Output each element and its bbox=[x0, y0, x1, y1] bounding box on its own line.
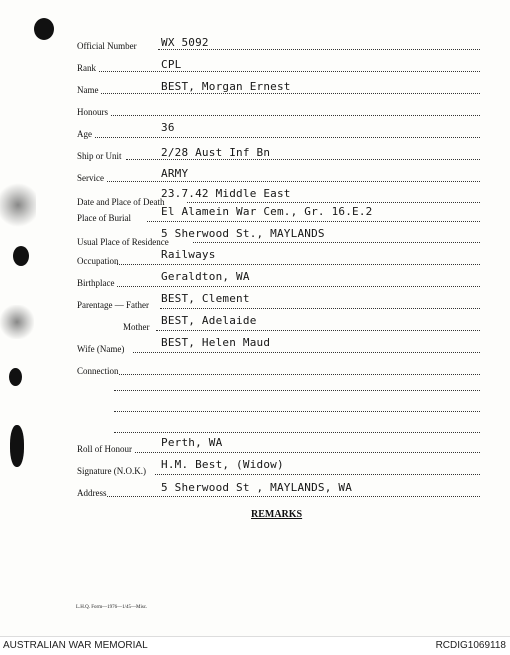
field-roll-of-honour bbox=[77, 433, 480, 455]
field-label: Service bbox=[77, 173, 104, 183]
field-value: El Alamein War Cem., Gr. 16.E.2 bbox=[161, 205, 373, 218]
field-official-number bbox=[77, 30, 480, 52]
field-value: BEST, Helen Maud bbox=[161, 336, 271, 349]
field-value: Geraldton, WA bbox=[161, 270, 250, 283]
field-connection bbox=[77, 355, 480, 377]
field-value: BEST, Morgan Ernest bbox=[161, 80, 291, 93]
ink-smudge bbox=[0, 182, 36, 228]
field-value: Railways bbox=[161, 248, 216, 261]
field-value: ARMY bbox=[161, 167, 189, 180]
field-label: Ship or Unit bbox=[77, 151, 122, 161]
field-usual-residence bbox=[77, 223, 480, 245]
blank-line bbox=[114, 410, 480, 412]
field-service bbox=[77, 162, 480, 184]
punch-hole bbox=[13, 246, 29, 266]
blank-line bbox=[114, 389, 480, 391]
field-value: 5 Sherwood St , MAYLANDS, WA bbox=[161, 481, 353, 494]
field-mother bbox=[77, 311, 480, 333]
field-address bbox=[77, 477, 480, 499]
field-label: Mother bbox=[123, 322, 150, 332]
field-label: Address bbox=[77, 488, 107, 498]
field-label: Signature (N.O.K.) bbox=[77, 466, 146, 476]
field-father bbox=[77, 289, 480, 311]
field-label: Birthplace bbox=[77, 278, 115, 288]
field-value: 36 bbox=[161, 121, 175, 134]
field-value: BEST, Adelaide bbox=[161, 314, 257, 327]
field-label: Place of Burial bbox=[77, 213, 131, 223]
remarks-heading: REMARKS bbox=[251, 509, 303, 520]
field-value: 5 Sherwood St., MAYLANDS bbox=[161, 227, 325, 240]
field-honours bbox=[77, 96, 480, 118]
punch-hole bbox=[10, 425, 24, 467]
field-label: Connection bbox=[77, 366, 119, 376]
field-value: H.M. Best, (Widow) bbox=[161, 458, 284, 471]
field-wife bbox=[77, 333, 480, 355]
punch-hole bbox=[34, 18, 54, 40]
field-label: Roll of Honour bbox=[77, 444, 132, 454]
field-label: Occupation bbox=[77, 256, 119, 266]
field-value: CPL bbox=[161, 58, 182, 71]
field-label: Honours bbox=[77, 107, 108, 117]
field-value: WX 5092 bbox=[161, 36, 209, 49]
field-rank bbox=[77, 52, 480, 74]
field-age bbox=[77, 118, 480, 140]
field-ship-or-unit bbox=[77, 140, 480, 162]
field-signature bbox=[77, 455, 480, 477]
field-value: 23.7.42 Middle East bbox=[161, 187, 291, 200]
field-birthplace bbox=[77, 267, 480, 289]
field-label: Name bbox=[77, 85, 99, 95]
field-occupation bbox=[77, 245, 480, 267]
field-label: Official Number bbox=[77, 41, 137, 51]
field-value: Perth, WA bbox=[161, 436, 223, 449]
field-label: Rank bbox=[77, 63, 96, 73]
field-label: Date and Place of Death bbox=[77, 197, 165, 207]
field-value: BEST, Clement bbox=[161, 292, 250, 305]
field-value: 2/28 Aust Inf Bn bbox=[161, 146, 271, 159]
footer-bar bbox=[0, 636, 510, 655]
ink-smudge bbox=[0, 305, 34, 339]
field-label: Parentage — Father bbox=[77, 300, 149, 310]
footer-source: AUSTRALIAN WAR MEMORIAL bbox=[3, 640, 148, 651]
punch-hole bbox=[9, 368, 22, 386]
field-label: Wife (Name) bbox=[77, 344, 125, 354]
field-place-of-burial bbox=[77, 202, 480, 224]
field-label: Usual Place of Residence bbox=[77, 237, 169, 247]
form-code: L.H.Q. Form—1976—1/45—Misc. bbox=[76, 605, 148, 610]
field-name bbox=[77, 74, 480, 96]
footer-record-id: RCDIG1069118 bbox=[435, 640, 506, 651]
field-label: Age bbox=[77, 129, 92, 139]
